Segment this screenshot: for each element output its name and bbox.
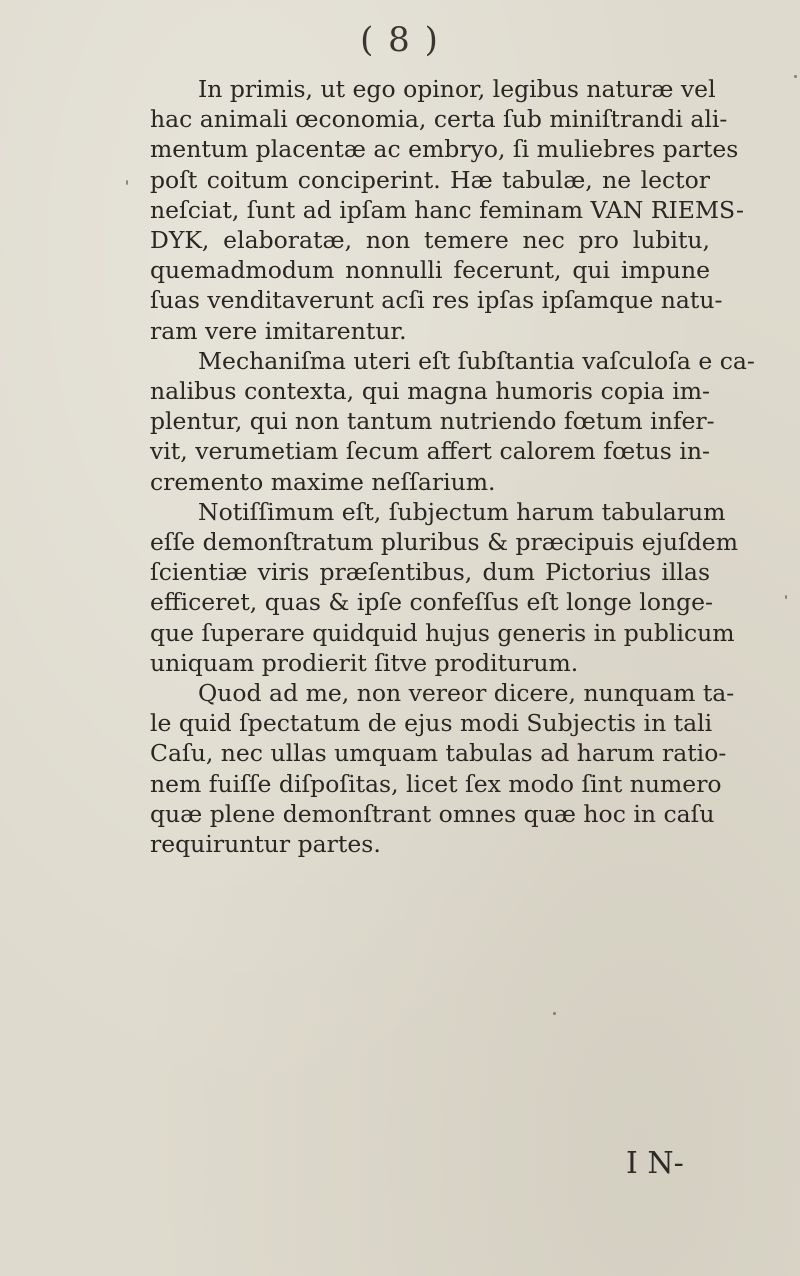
- text-line: efficeret, quas & ipſe confeſſus eſt longe longe-: [150, 588, 713, 617]
- text-line: requiruntur partes.: [150, 830, 381, 859]
- text-line: uniquam prodierit ſitve proditurum.: [150, 648, 579, 677]
- text-line: cremento maxime neſſarium.: [150, 467, 496, 496]
- text-line: eſſe demonſtratum pluribus & præcipuis ejuſdem: [150, 528, 738, 557]
- text-line: hac animali œconomia, certa ſub miniſtrandi ali-: [150, 105, 728, 134]
- text-line: mentum placentæ ac embryo, ſi muliebres partes: [150, 135, 739, 164]
- text-line: quæ plene demonſtrant omnes quæ hoc in caſu: [150, 799, 715, 828]
- text-line: ſcientiæ viris præſentibus, dum Pictorius illas: [150, 558, 710, 587]
- text-line: nem fuiſſe diſpoſitas, licet ſex modo ſint numero: [150, 769, 722, 798]
- text-line: ſuas venditaverunt acſi res ipſas ipſamque natu-: [150, 286, 723, 315]
- paper-speck: [553, 1012, 556, 1015]
- text-line: Quod ad me, non vereor dicere, nunquam ta-: [198, 679, 735, 708]
- text-line: le quid ſpectatum de ejus modi Subjectis in tali: [150, 709, 713, 738]
- body-text: [150, 74, 755, 859]
- paper-speck: [126, 180, 128, 185]
- text-line: In primis, ut ego opinor, legibus naturæ vel: [198, 75, 716, 103]
- paper-speck: [794, 75, 797, 78]
- text-line: poſt coitum conciperint. Hæ tabulæ, ne lector: [150, 165, 710, 194]
- text-line: quemadmodum nonnulli fecerunt, qui impune: [150, 256, 710, 285]
- text-line: Notiſſimum eſt, ſubjectum harum tabularum: [198, 497, 726, 526]
- text-line: DYK, elaboratæ, non temere nec pro lubitu,: [150, 226, 710, 255]
- text-line: ram vere imitarentur.: [150, 316, 407, 345]
- text-line: vit, verumetiam ſecum affert calorem fœtus in-: [150, 437, 710, 466]
- text-line: que ſuperare quidquid hujus generis in publicum: [150, 618, 735, 647]
- text-line: neſciat, ſunt ad ipſam hanc feminam VAN RIEMS-: [150, 195, 744, 224]
- page-number: ( 8 ): [360, 20, 440, 60]
- text-line: Mechaniſma uteri eſt ſubſtantia vaſculoſa e ca-: [198, 346, 755, 375]
- text-line: nalibus contexta, qui magna humoris copia im-: [150, 377, 710, 406]
- text-line: plentur, qui non tantum nutriendo fœtum infer-: [150, 407, 715, 436]
- text-line: Caſu, nec ullas umquam tabulas ad harum ratio-: [150, 739, 727, 768]
- paper-speck: [785, 595, 787, 599]
- catchword: I N-: [626, 1146, 684, 1181]
